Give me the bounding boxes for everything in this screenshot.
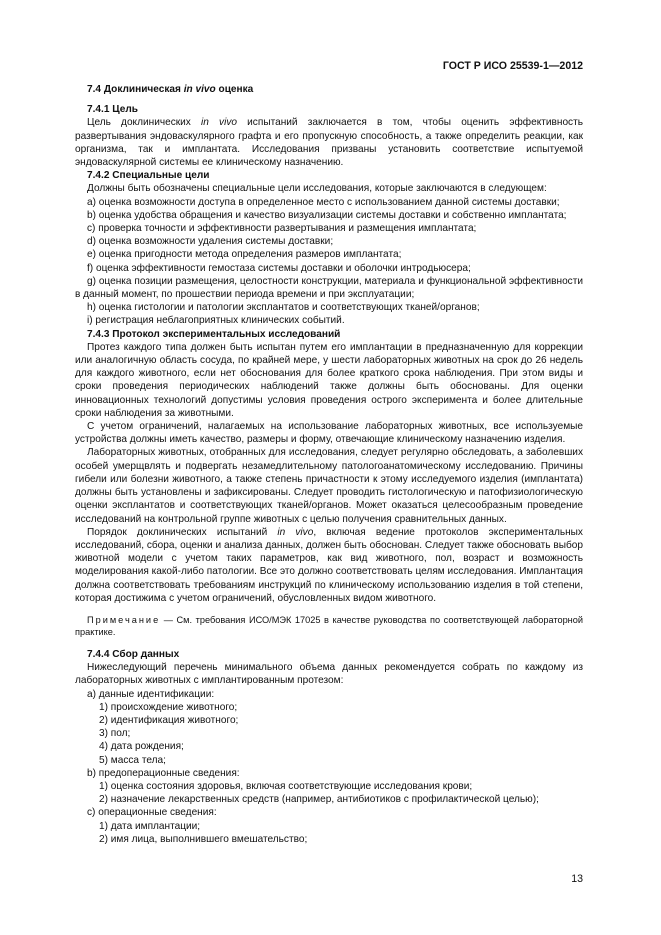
list-item: b) оценка удобства обращения и качество визуализации системы доставки и собственно имплантата; (87, 209, 567, 221)
list-subitem: 2) идентификация животного; (99, 714, 239, 726)
section-7-4-1-title: 7.4.1 Цель (87, 104, 138, 116)
page-content (75, 83, 583, 846)
document-id: ГОСТ Р ИСО 25539-1—2012 (442, 60, 583, 72)
list-subitem: 1) дата имплантации; (99, 820, 201, 832)
list-subitem: 4) дата рождения; (99, 741, 184, 753)
list-item: h) оценка гистологии и патологии эксплантатов и соответствующих тканей/органов; (87, 302, 480, 314)
note-label: Примечание (87, 614, 161, 625)
list-subitem: 5) масса тела; (99, 754, 166, 766)
list-item: f) оценка эффективности гемостаза системы доставки и оболочки интродьюсера; (87, 262, 471, 274)
list-subitem: 1) происхождение животного; (99, 701, 238, 713)
list-item-a: a) данные идентификации: (87, 688, 215, 700)
list-subitem: 3) пол; (99, 728, 131, 740)
paragraph: С учетом ограничений, налагаемых на использование лабораторных животных, все используемые устройства должны иметь качество, размеры и форму, отвечающие клиническому назначению изделия. (75, 421, 583, 446)
list-item-b: b) предоперационные сведения: (87, 767, 240, 779)
section-7-4-title: 7.4 Доклиническая in vivo оценка (87, 84, 254, 95)
page-number: 13 (571, 873, 583, 885)
list-subitem: 2) имя лица, выполнившего вмешательство; (99, 833, 308, 845)
list-subitem: 1) оценка состояния здоровья, включая соответствующие исследования крови; (99, 780, 473, 792)
section-7-4-2-title: 7.4.2 Специальные цели (87, 170, 210, 182)
list-subitem: 2) назначение лекарственных средств (например, антибиотиков с профилактической целью); (99, 794, 539, 806)
paragraph: Порядок доклинических испытаний in vivo, включая ведение протоколов экспериментальных исследований, сбора, оценки и анализа данных, должен быть обоснован. Следует также обосновать выбор животной модели с учетом таких параметров, как вид животного, пол, возраст и возможность моделирования какой-либо патологии. Все это должно соответствовать целям исследования. Имплантация должна соответствовать требованиям инструкций по клиническому использованию изделия в той степени, которая достижима с учетом ограничений, обусловленных видом животного. (75, 526, 583, 604)
paragraph: Лабораторных животных, отобранных для исследования, следует регулярно обследовать, а заболевших особей умерщвлять и подвергать незамедлительному патологоанатомическому исследованию. Причины гибели или болезни животного, а также степень причастности к этому исследуемого изделия (имплантата) должны быть установлены и зафиксированы. Следует проводить гистологическую и патофизиологическую оценки эксплантатов и соответствующих тканей/органов. Может оказаться целесообразным проведение исследований на контрольной группе животных с целью получения сравнительных данных. (75, 447, 583, 525)
list-item: i) регистрация неблагоприятных клинических событий. (87, 315, 345, 327)
paragraph: Протез каждого типа должен быть испытан путем его имплантации в предназначенную для коррекции или аналогичную область сосуда, по крайней мере, у шести лабораторных животных на срок до 26 недель для каждого животного, если нет обоснования для более краткого срока наблюдения. При этом виды и сроки проведения периодических наблюдений также должны быть обоснованы. Для оценки инновационных технологий допустимы условия проведения острого эксперимента и более длительные сроки наблюдения за животными. (75, 341, 583, 419)
paragraph: Нижеследующий перечень минимального объема данных рекомендуется собрать по каждому из лабораторных животных с имплантированным протезом: (75, 662, 583, 687)
list-item: e) оценка пригодности метода определения размеров имплантата; (87, 249, 402, 261)
list-item: c) проверка точности и эффективности развертывания и размещения имплантата; (87, 223, 477, 235)
list-item-c: c) операционные сведения: (87, 807, 217, 819)
list-item: g) оценка позиции размещения, целостности конструкции, материала и функциональной эффективности в данный момент, по прошествии периода времени и при эксплуатации; (75, 275, 583, 301)
section-7-4-3-title: 7.4.3 Протокол экспериментальных исследований (87, 328, 341, 340)
note: Примечание — См. требования ИСО/МЭК 17025 в качестве руководства по соответствующей лабораторной практике. (75, 614, 583, 638)
section-7-4-4-title: 7.4.4 Сбор данных (87, 648, 180, 660)
paragraph: Цель доклинических in vivo испытаний заключается в том, чтобы оценить эффективность развертывания эндоваскулярного графта и его пропускную способность, а также определить реакции, как организма, так и имплантата. Исследования призваны установить соответствие испытуемой эндоваскулярной системы ее клиническому назначению. (75, 117, 583, 169)
list-item: a) оценка возможности доступа в определенное место с использованием данной системы доставки; (87, 196, 560, 208)
paragraph: Должны быть обозначены специальные цели исследования, которые заключаются в следующем: (87, 183, 547, 195)
list-item: d) оценка возможности удаления системы доставки; (87, 236, 334, 248)
